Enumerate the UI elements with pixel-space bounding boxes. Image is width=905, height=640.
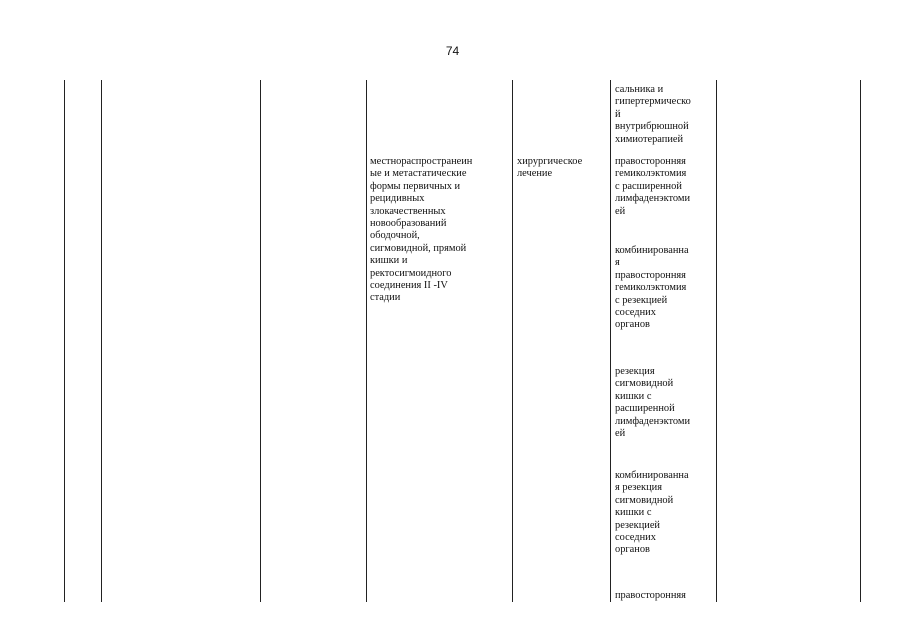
table-border-left <box>64 80 65 602</box>
treatment-type-cell: хирургическое лечение <box>517 156 583 180</box>
method-item: комбинированна я правосторонняя гемиколэктомия с резекцией соседних органов <box>615 245 689 331</box>
method-item: резекция сигмовидной кишки с расширенной лимфаденэктоми ей <box>615 366 691 440</box>
table-column-divider <box>101 80 102 602</box>
table-column-divider <box>366 80 367 602</box>
table-column-divider <box>512 80 513 602</box>
treatment-methods-cell <box>615 84 715 601</box>
table-column-divider <box>260 80 261 602</box>
method-item: правосторонняя <box>615 590 686 601</box>
page-number: 74 <box>445 44 460 58</box>
method-item: правосторонняя гемиколэктомия с расширенной лимфаденэктоми ей <box>615 156 691 217</box>
diagnosis-cell: местнораспространеин ые и метастатические формы первичных и рецидивных злокачественных новообразований ободочной, сигмовидной, прямой кишки и ректосигмоидного соединения II -IV стадии <box>370 156 473 304</box>
method-item: сальника и гипертермическо й внутрибрюшной химиотерапией <box>615 84 691 145</box>
table-column-divider <box>610 80 611 602</box>
table-column-divider <box>716 80 717 602</box>
method-item: комбинированна я резекция сигмовидной кишки с резекцией соседних органов <box>615 470 689 556</box>
table-border-right <box>860 80 861 602</box>
